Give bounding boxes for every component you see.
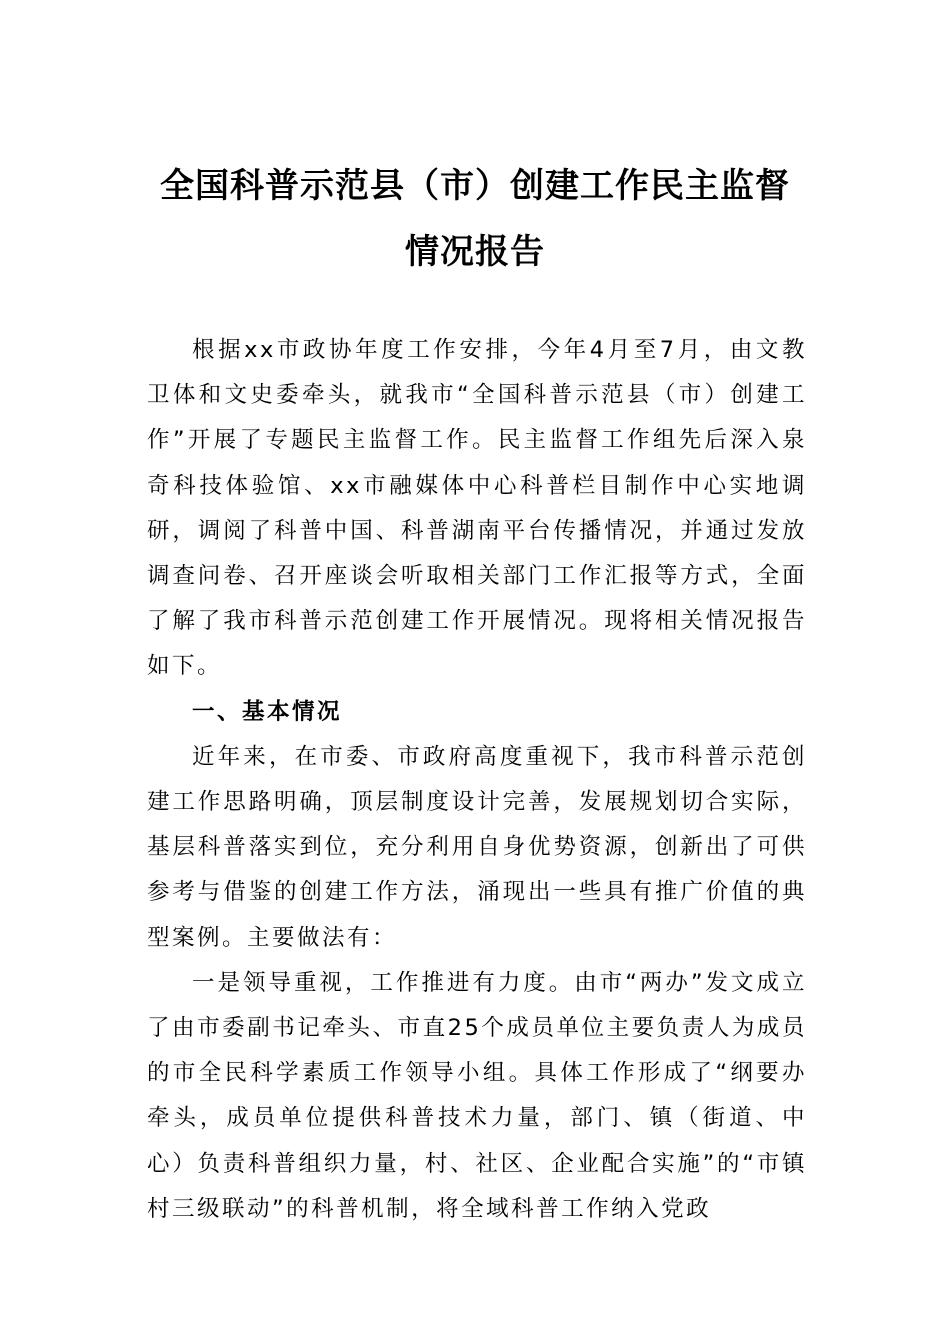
intro-paragraph: 根据xx市政协年度工作安排，今年4月至7月，由文教卫体和文史委牵头，就我市“全国科普示范县（市）创建工作”开展了专题民主监督工作。民主监督工作组先后深入泉奇科技体验馆、xx市融媒体中心科普栏目制作中心实地调研，调阅了科普中国、科普湖南平台传播情况，并通过发放调查问卷、召开座谈会听取相关部门工作汇报等方式，全面了解了我市科普示范创建工作开展情况。现将相关情况报告如下。 <box>147 337 807 680</box>
body-paragraph: 近年来，在市委、市政府高度重视下，我市科普示范创建工作思路明确，顶层制度设计完善，发展规划切合实际，基层科普落实到位，充分利用自身优势资源，创新出了可供参考与借鉴的创建工作方法，涌现出一些具有推广价值的典型案例。主要做法有： <box>147 743 807 951</box>
document-title-line1: 全国科普示范县（市）创建工作民主监督 <box>160 166 790 206</box>
body-paragraph: 一是领导重视，工作推进有力度。由市“两办”发文成立了由市委副书记牵头、市直25个成员单位主要负责人为成员的市全民科学素质工作领导小组。具体工作形成了“纲要办牵头，成员单位提供科普技术力量，部门、镇（街道、中心）负责科普组织力量，村、社区、企业配合实施”的“市镇村三级联动”的科普机制，将全域科普工作纳入党政 <box>147 969 807 1222</box>
section-heading: 一、基本情况 <box>192 698 343 725</box>
document-title-line2: 情况报告 <box>405 232 545 272</box>
document-body <box>147 328 807 1232</box>
